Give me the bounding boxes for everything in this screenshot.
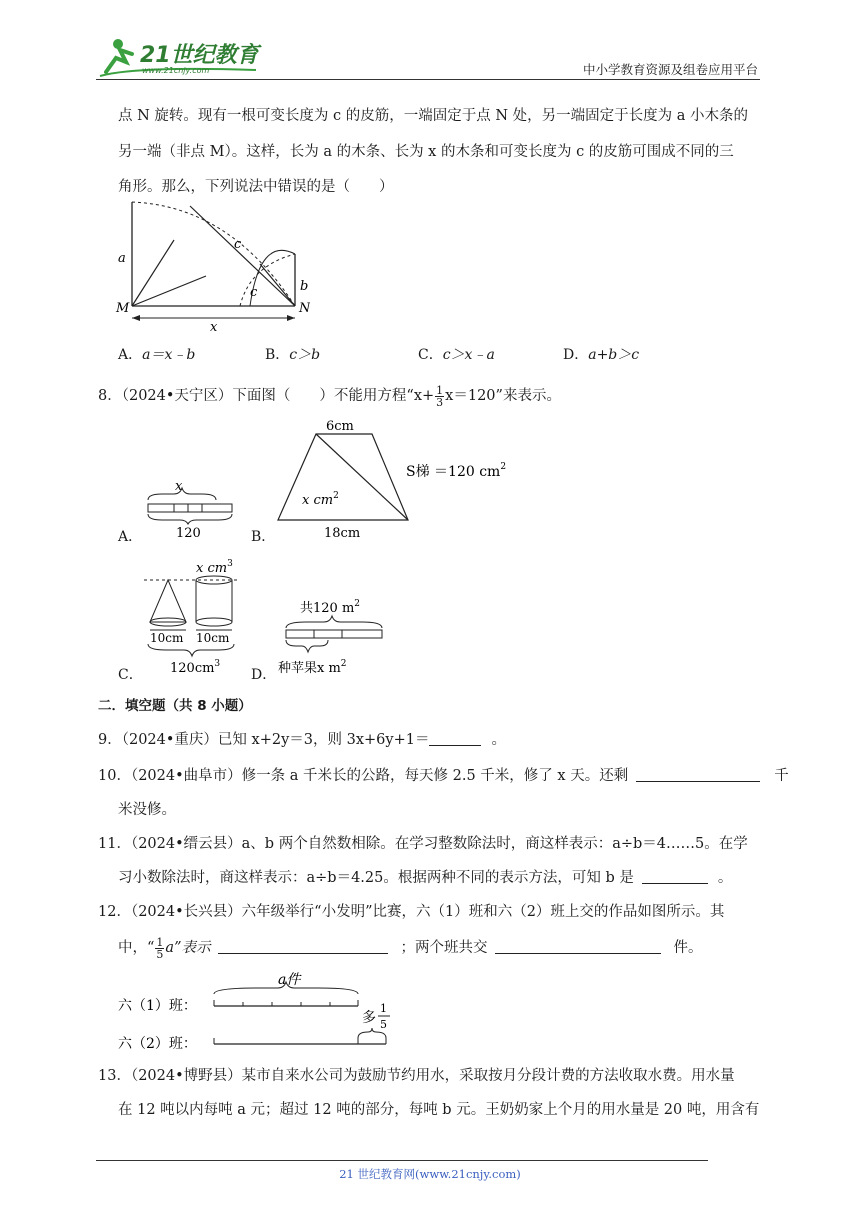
q9-answer-blank[interactable] bbox=[429, 731, 481, 746]
q12-answer-blank-2[interactable] bbox=[495, 939, 661, 954]
header-rule bbox=[96, 79, 760, 80]
svg-text:6cm: 6cm bbox=[326, 419, 354, 434]
q8-option-a-label[interactable]: A． bbox=[118, 529, 143, 545]
fig-label-b: b bbox=[300, 279, 309, 294]
q8-option-b-figure[interactable] bbox=[272, 416, 512, 542]
q8-option-c-figure[interactable] bbox=[140, 548, 250, 678]
fig-label-N: N bbox=[299, 301, 310, 316]
q12-line2: 中，“ $\frac{1}{5}$ a”表示 ；两个班共交 件。 bbox=[118, 935, 703, 961]
q10-answer-blank[interactable] bbox=[636, 767, 760, 782]
svg-text:10cm: 10cm bbox=[196, 631, 230, 645]
svg-text:六（2）班：: 六（2）班： bbox=[118, 1036, 197, 1052]
svg-text:1: 1 bbox=[380, 1002, 387, 1015]
fig-label-c1: c bbox=[234, 237, 242, 252]
q7-option-b[interactable]: B．c＞b bbox=[265, 347, 321, 363]
fig-label-c2: c bbox=[250, 285, 258, 300]
svg-text:x cm2: x $cm^2$ bbox=[302, 491, 339, 508]
svg-text:x cm3: x $cm^3$ bbox=[196, 559, 233, 576]
q13-line2: 在 12 吨以内每吨 a 元；超过 12 吨的部分，每吨 b 元。王奶奶家上个月的用水量是 20 吨，用含有 bbox=[118, 1102, 760, 1118]
q7-line1: 点 N 旋转。现有一根可变长度为 c 的皮筋，一端固定于点 N 处，另一端固定于长度为 a 小木条的 bbox=[118, 108, 749, 124]
svg-text:S梯 ＝120 cm2: S梯 ＝120 $cm^2$ bbox=[406, 462, 507, 480]
svg-text:六（1）班：: 六（1）班： bbox=[118, 998, 197, 1014]
section-title: 二．填空题（共 8 小题） bbox=[98, 698, 252, 714]
q8-option-d-label[interactable]: D． bbox=[251, 667, 277, 683]
q9: 9．（2024•重庆）已知 x+2y＝3，则 3x+6y+1＝ 。 bbox=[98, 732, 506, 748]
q8-option-d-figure[interactable] bbox=[276, 596, 396, 682]
q7-option-d[interactable]: D．a+b＞c bbox=[563, 347, 640, 363]
logo bbox=[96, 36, 266, 80]
svg-text:种苹果x m2: 种苹果x $m^2$ bbox=[278, 659, 347, 676]
svg-text:a件: a件 bbox=[278, 972, 301, 988]
fig-label-a: a bbox=[118, 251, 126, 266]
q8-option-c-label[interactable]: C． bbox=[118, 667, 143, 683]
q10-line2: 米没修。 bbox=[118, 802, 176, 818]
footer-rule bbox=[96, 1160, 708, 1161]
q8-stem: 8．（2024•天宁区）下面图（ ）不能用方程“x+ $\frac{1}{3}$ x＝120”来表示。 bbox=[98, 383, 561, 409]
logo-text: 21世纪教育 bbox=[140, 43, 259, 68]
svg-text:120cm3: $120cm^3$ bbox=[170, 659, 221, 676]
q8-option-a-figure[interactable] bbox=[140, 478, 240, 542]
svg-text:共120 m2: 共120 $m^2$ bbox=[300, 599, 361, 616]
svg-text:多: 多 bbox=[362, 1010, 376, 1026]
svg-text:18cm: 18cm bbox=[324, 526, 361, 541]
fig-label-x: x bbox=[210, 320, 218, 335]
fig-label-M: M bbox=[116, 301, 130, 316]
svg-text:10cm: 10cm bbox=[150, 631, 184, 645]
q12-figure bbox=[118, 966, 418, 1060]
footer-text[interactable]: 21 世纪教育网(www.21cnjy.com) bbox=[339, 1167, 521, 1181]
q7-line2: 另一端（非点 M）。这样，长为 a 的木条、长为 x 的木条和可变长度为 c 的皮筋可围成不同的三 bbox=[118, 144, 734, 160]
platform-name: 中小学教育资源及组卷应用平台 bbox=[582, 62, 758, 77]
q11-answer-blank[interactable] bbox=[642, 869, 708, 884]
q7-option-c[interactable]: C．c＞x﹣a bbox=[418, 347, 495, 363]
q11-line1: 11．（2024•缙云县）a、b 两个自然数相除。在学习整数除法时，商这样表示：a÷b＝4……5。在学 bbox=[98, 836, 748, 852]
q7-line3: 角形。那么，下列说法中错误的是（ ） bbox=[118, 179, 394, 195]
q11-line2: 习小数除法时，商这样表示：a÷b＝4.25。根据两种不同的表示方法，可知 b 是 。 bbox=[118, 870, 733, 886]
logo-url: www.21cnjy.com bbox=[142, 66, 210, 75]
q12-answer-blank-1[interactable] bbox=[218, 939, 388, 954]
q8-option-b-label[interactable]: B． bbox=[251, 529, 276, 545]
svg-text:x: x bbox=[175, 479, 183, 494]
q12-line1: 12．（2024•长兴县）六年级举行“小发明”比赛，六（1）班和六（2）班上交的作品如图所示。其 bbox=[98, 904, 725, 920]
q7-figure bbox=[110, 196, 310, 336]
q13-line1: 13．（2024•博野县）某市自来水公司为鼓励节约用水，采取按月分段计费的方法收取水费。用水量 bbox=[98, 1068, 735, 1084]
q10: 10．（2024•曲阜市）修一条 a 千米长的公路，每天修 2.5 千米，修了 x 天。还剩 千 bbox=[98, 768, 789, 784]
svg-text:5: 5 bbox=[380, 1018, 387, 1031]
svg-text:120: 120 bbox=[176, 526, 201, 541]
q7-option-a[interactable]: A．a＝x﹣b bbox=[118, 347, 196, 363]
